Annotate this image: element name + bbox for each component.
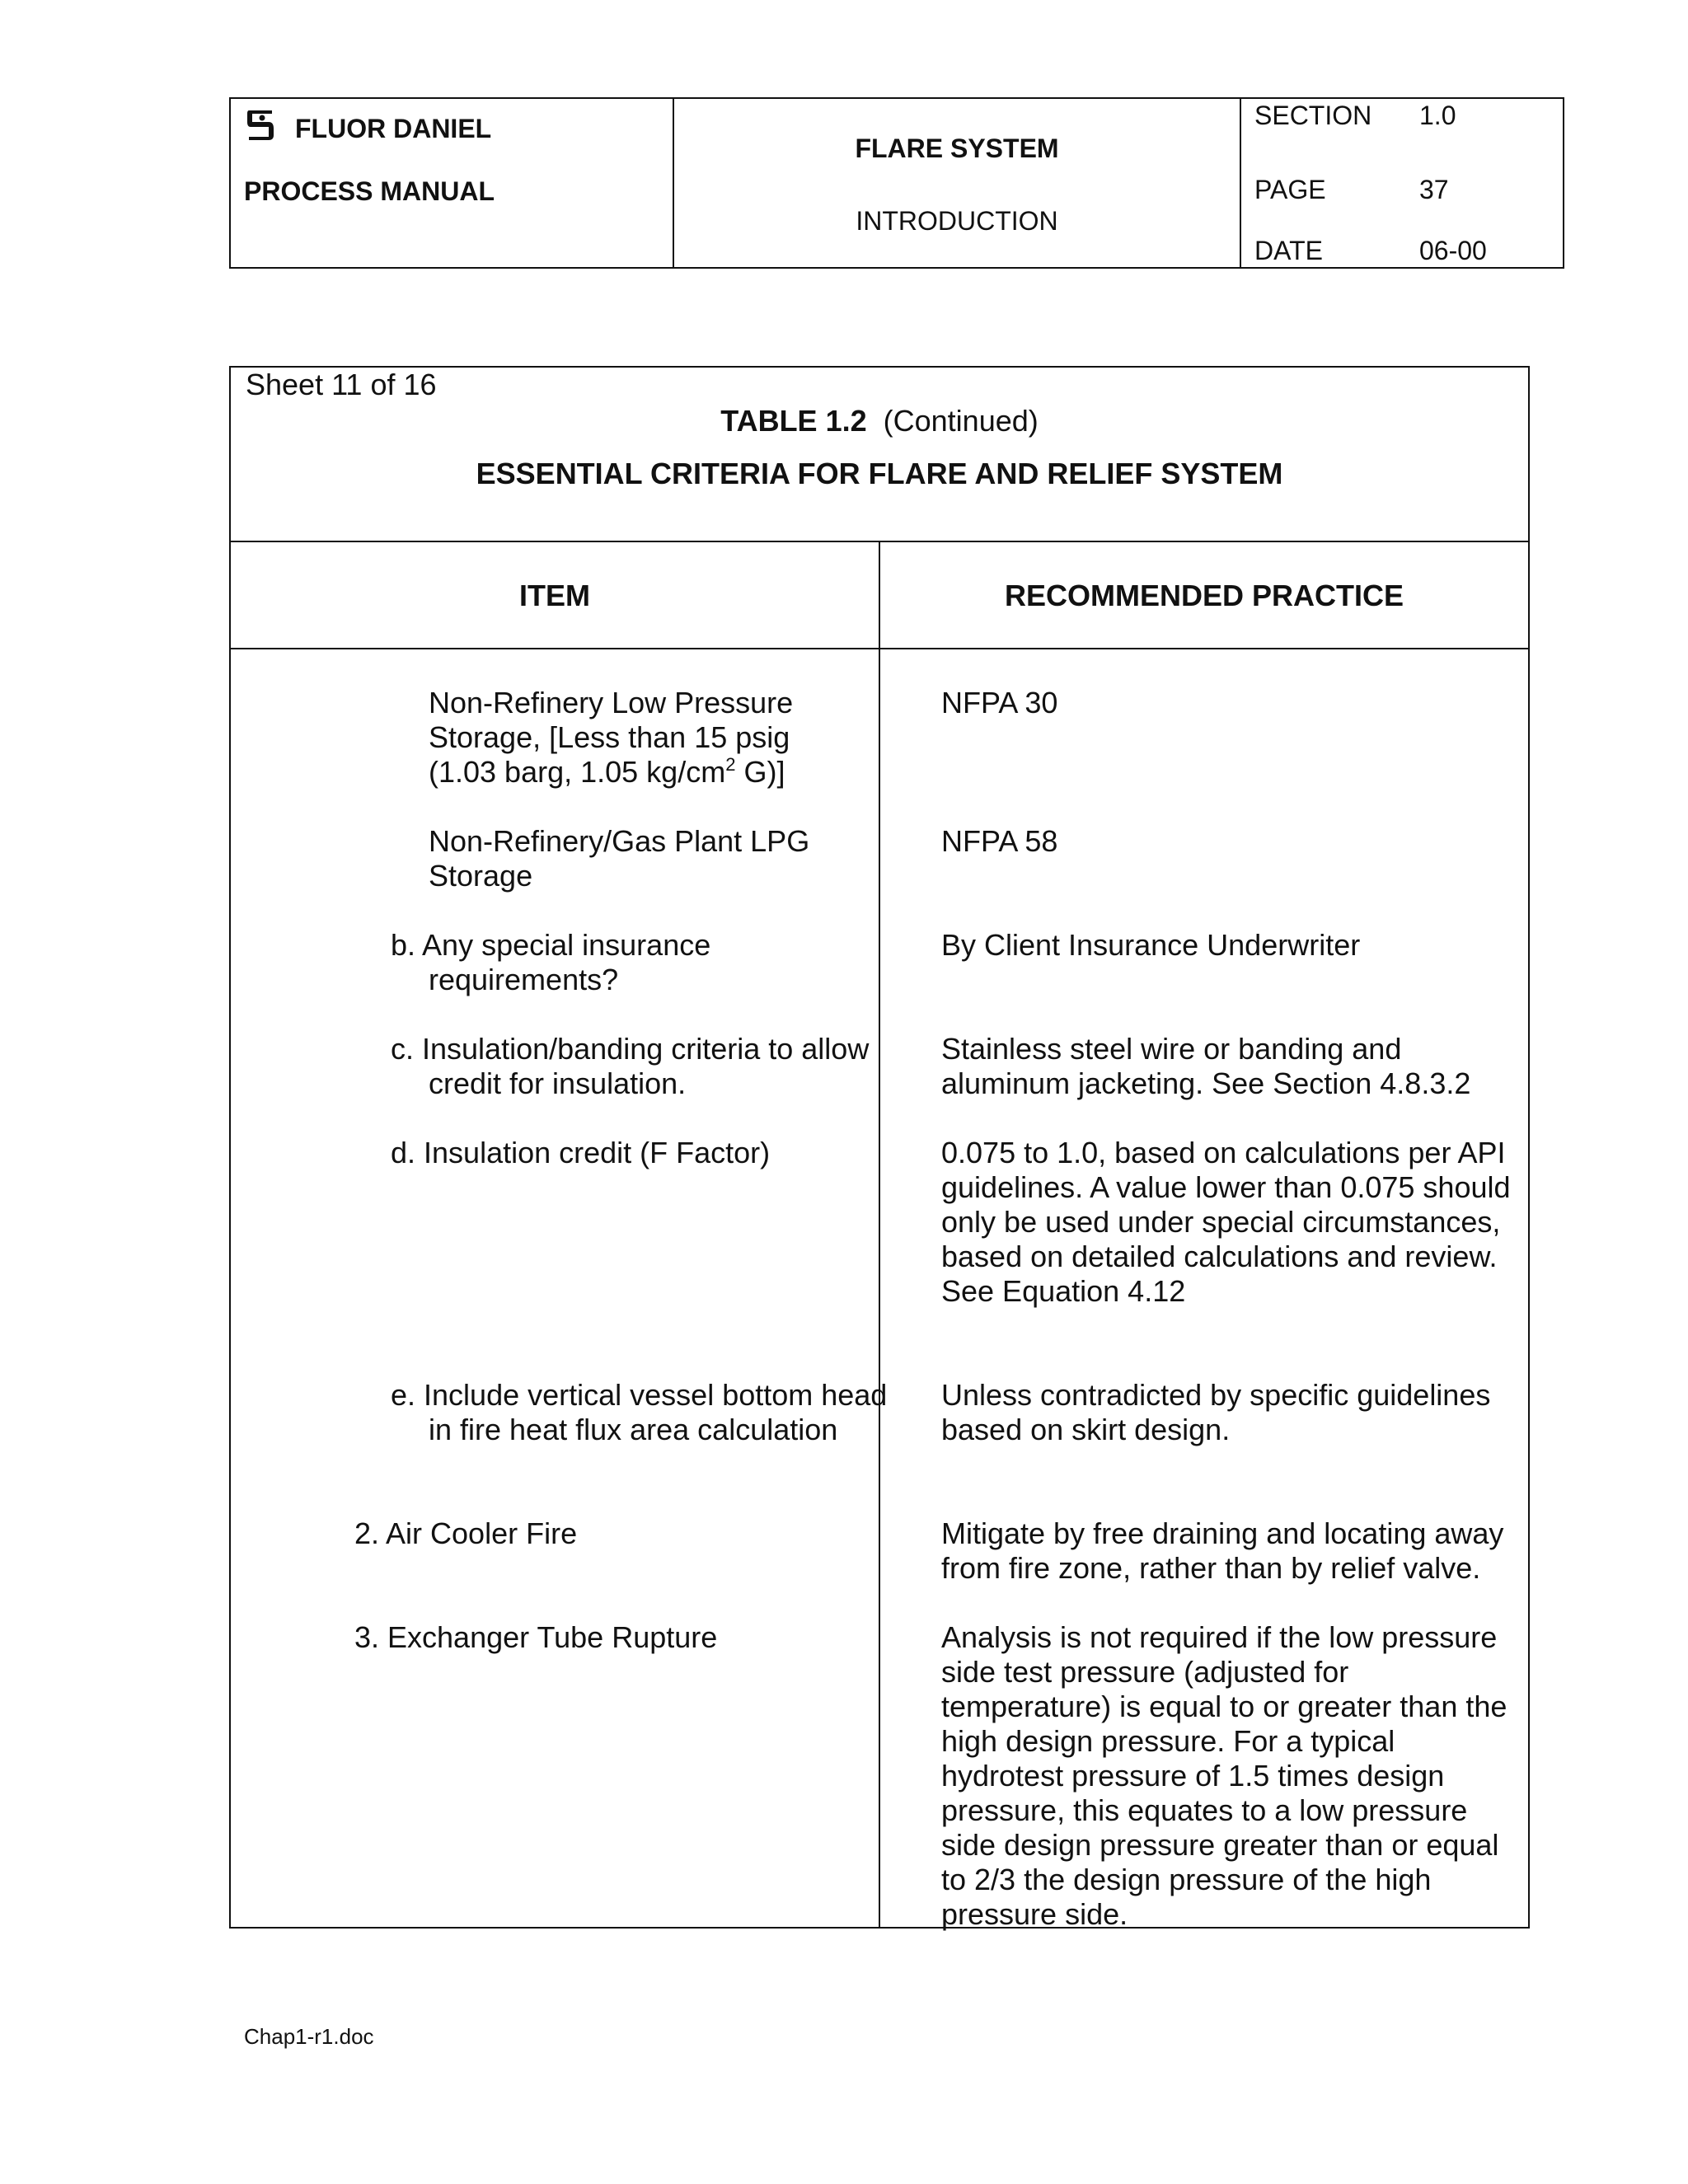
table-row-item: Non-Refinery/Gas Plant LPG Storage: [429, 824, 810, 893]
table-subtitle: ESSENTIAL CRITERIA FOR FLARE AND RELIEF SYSTEM: [476, 457, 1283, 490]
table-row-item: e. Include vertical vessel bottom head in fire heat flux area calculation: [391, 1378, 888, 1446]
header-meta-cell: [1241, 99, 1563, 267]
table-row-item: b. Any special insurance requirements?: [391, 928, 711, 996]
system-title: FLARE SYSTEM: [855, 134, 1059, 163]
header-company-cell: [231, 99, 674, 267]
superscript: 2: [725, 754, 736, 775]
table-continued: (Continued): [883, 404, 1039, 438]
table-row-practice: Analysis is not required if the low pressure side test pressure (adjusted for temperature) is equal to or greater than the high design pressure. For a typical hydrotest pressure of 1.5 times design pressure, this equates to a low pressure side design pressure greater than or equal to 2/3 the design pressure of the high pressure side.: [941, 1620, 1507, 1931]
fluor-daniel-logo-icon: [244, 105, 277, 142]
table-row-item: d. Insulation credit (F Factor): [391, 1136, 771, 1169]
table-number: TABLE 1.2: [720, 404, 867, 438]
document-header: [229, 97, 1564, 269]
table-row-practice: By Client Insurance Underwriter: [941, 928, 1361, 962]
page-row: [1254, 175, 1449, 205]
column-header-item: ITEM: [519, 579, 590, 612]
column-divider: [879, 541, 880, 1927]
page-label: PAGE: [1254, 175, 1326, 204]
table-row-item: c. Insulation/banding criteria to allow credit for insulation.: [391, 1032, 870, 1100]
table-row-practice: Unless contradicted by specific guidelines based on skirt design.: [941, 1378, 1491, 1446]
section-label: SECTION: [1254, 101, 1372, 130]
table-row-practice: Stainless steel wire or banding and aluminum jacketing. See Section 4.8.3.2: [941, 1032, 1471, 1100]
date-row: [1254, 236, 1487, 266]
table-row-item: 2. Air Cooler Fire: [354, 1516, 578, 1550]
criteria-table: [229, 366, 1530, 1929]
date-value: 06-00: [1419, 236, 1487, 265]
table-row-practice: NFPA 30: [941, 686, 1058, 719]
item-text-tail: G)]: [743, 755, 785, 789]
table-row-item: [429, 686, 857, 790]
section-row: [1254, 101, 1456, 131]
table-title: [231, 404, 1528, 438]
page-value: 37: [1419, 175, 1449, 204]
system-subtitle: INTRODUCTION: [856, 206, 1058, 236]
sheet-indicator: Sheet 11 of 16: [246, 368, 437, 401]
date-label: DATE: [1254, 236, 1323, 265]
footer-filename: Chap1-r1.doc: [244, 2024, 374, 2049]
header-title-cell: [674, 99, 1241, 267]
table-row-practice: NFPA 58: [941, 824, 1058, 858]
manual-name: PROCESS MANUAL: [244, 176, 495, 206]
company-name: FLUOR DANIEL: [295, 114, 492, 143]
table-row-item: 3. Exchanger Tube Rupture: [354, 1620, 718, 1654]
table-row-practice: 0.075 to 1.0, based on calculations per API guidelines. A value lower than 0.075 should only be used under special circumstances, based on detailed calculations and review. See Equation 4.12: [941, 1136, 1511, 1308]
item-text: Non-Refinery Low Pressure Storage, [Less than 15 psig (1.03 barg, 1.05 kg/cm: [429, 686, 794, 789]
column-header-practice: RECOMMENDED PRACTICE: [1004, 579, 1404, 612]
table-row-practice: Mitigate by free draining and locating away from fire zone, rather than by relief valve.: [941, 1516, 1504, 1585]
section-value: 1.0: [1419, 101, 1456, 130]
